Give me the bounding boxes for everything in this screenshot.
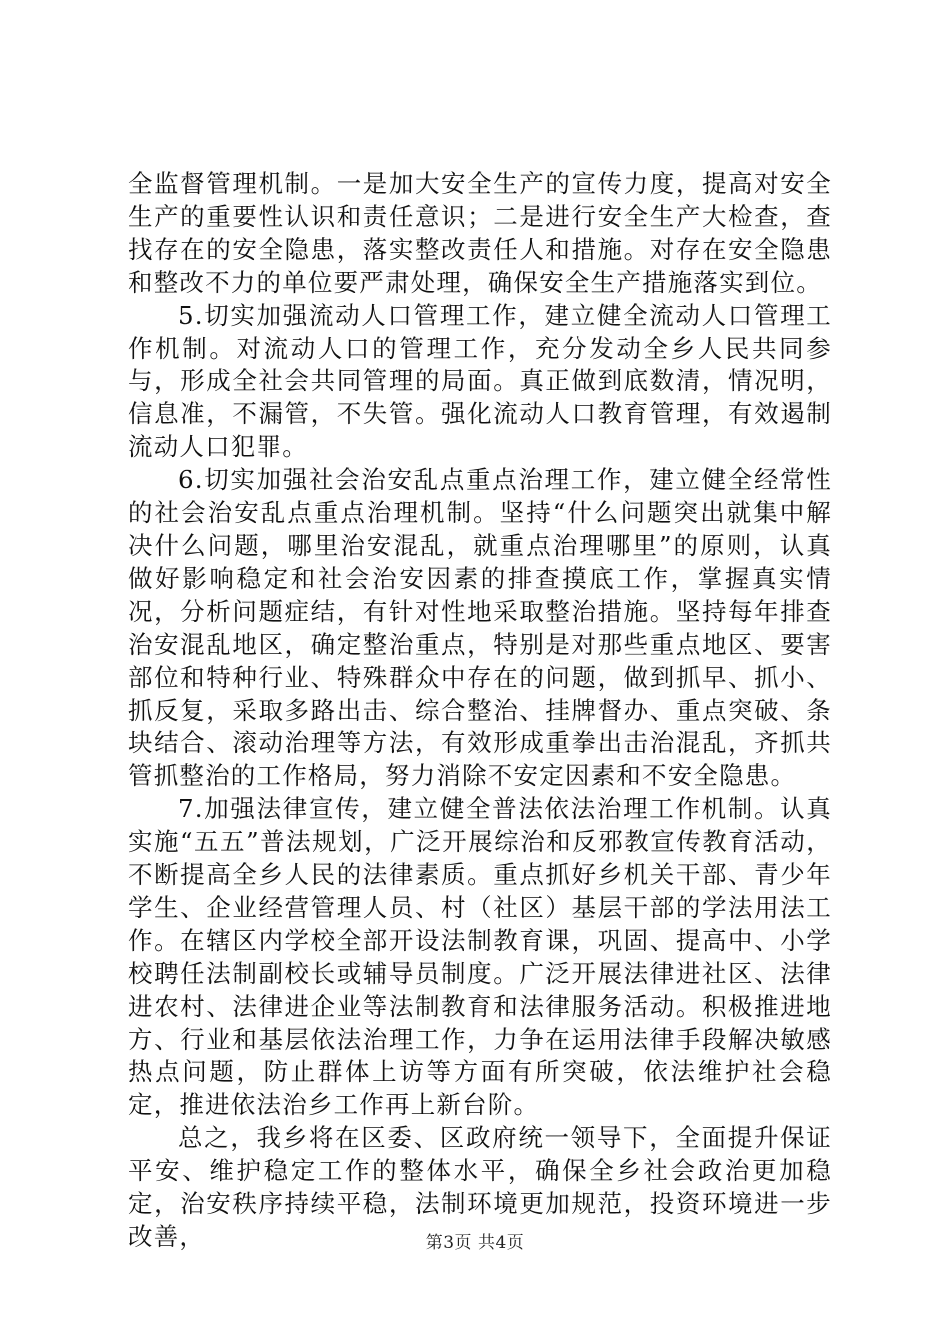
paragraph-item-6-public-order: 6.切实加强社会治安乱点重点治理工作，建立健全经常性的社会治安乱点重点治理机制。坚持“什么问题突出就集中解决什么问题，哪里治安混乱，就重点治理哪里”的原则，认真做好影响稳定和社会治安因素的排查摸底工作，掌握真实情况，分析问题症结，有针对性地采取整治措施。坚持每年排查治安混乱地区，确定整治重点，特别是对那些重点地区、要害部位和特种行业、特殊群众中存在的问题，做到抓早、抓小、抓反复，采取多路出击、综合整治、挂牌督办、重点突破、条块结合、滚动治理等方法，有效形成重拳出击治混乱，齐抓共管抓整治的工作格局，努力消除不安定因素和不安全隐患。	[128, 465, 832, 791]
page-footer	[0, 1228, 950, 1253]
paragraph-safety-continuation: 全监督管理机制。一是加大安全生产的宣传力度，提高对安全生产的重要性认识和责任意识；二是进行安全生产大检查，查找存在的安全隐患，落实整改责任人和措施。对存在安全隐患和整改不力的单位要严肃处理，确保安全生产措施落实到位。	[128, 169, 832, 297]
paragraph-item-5-floating-population: 5.切实加强流动人口管理工作，建立健全流动人口管理工作机制。对流动人口的管理工作，充分发动全乡人民共同参与，形成全社会共同管理的局面。真正做到底数清，情况明，信息准，不漏管，不失管。强化流动人口教育管理，有效遏制流动人口犯罪。	[128, 300, 832, 462]
document-body	[128, 168, 832, 1254]
paragraph-conclusion: 总之，我乡将在区委、区政府统一领导下，全面提升保证平安、维护稳定工作的整体水平，确保全乡社会政治更加稳定，治安秩序持续平稳，法制环境更加规范，投资环境进一步改善，	[128, 1123, 832, 1251]
paragraph-item-7-legal-education: 7.加强法律宣传，建立健全普法依法治理工作机制。认真实施“五五”普法规划，广泛开展综治和反邪教宣传教育活动，不断提高全乡人民的法律素质。重点抓好乡机关干部、青少年学生、企业经营管理人员、村（社区）基层干部的学法用法工作。在辖区内学校全部开设法制教育课，巩固、提高中、小学校聘任法制副校长或辅导员制度。广泛开展法律进社区、法律进农村、法律进企业等法制教育和法律服务活动。积极推进地方、行业和基层依法治理工作，力争在运用法律手段解决敏感热点问题，防止群体上访等方面有所突破，依法维护社会稳定，推进依法治乡工作再上新台阶。	[128, 794, 832, 1120]
page-number-label: 第3页 共4页	[425, 1233, 525, 1253]
